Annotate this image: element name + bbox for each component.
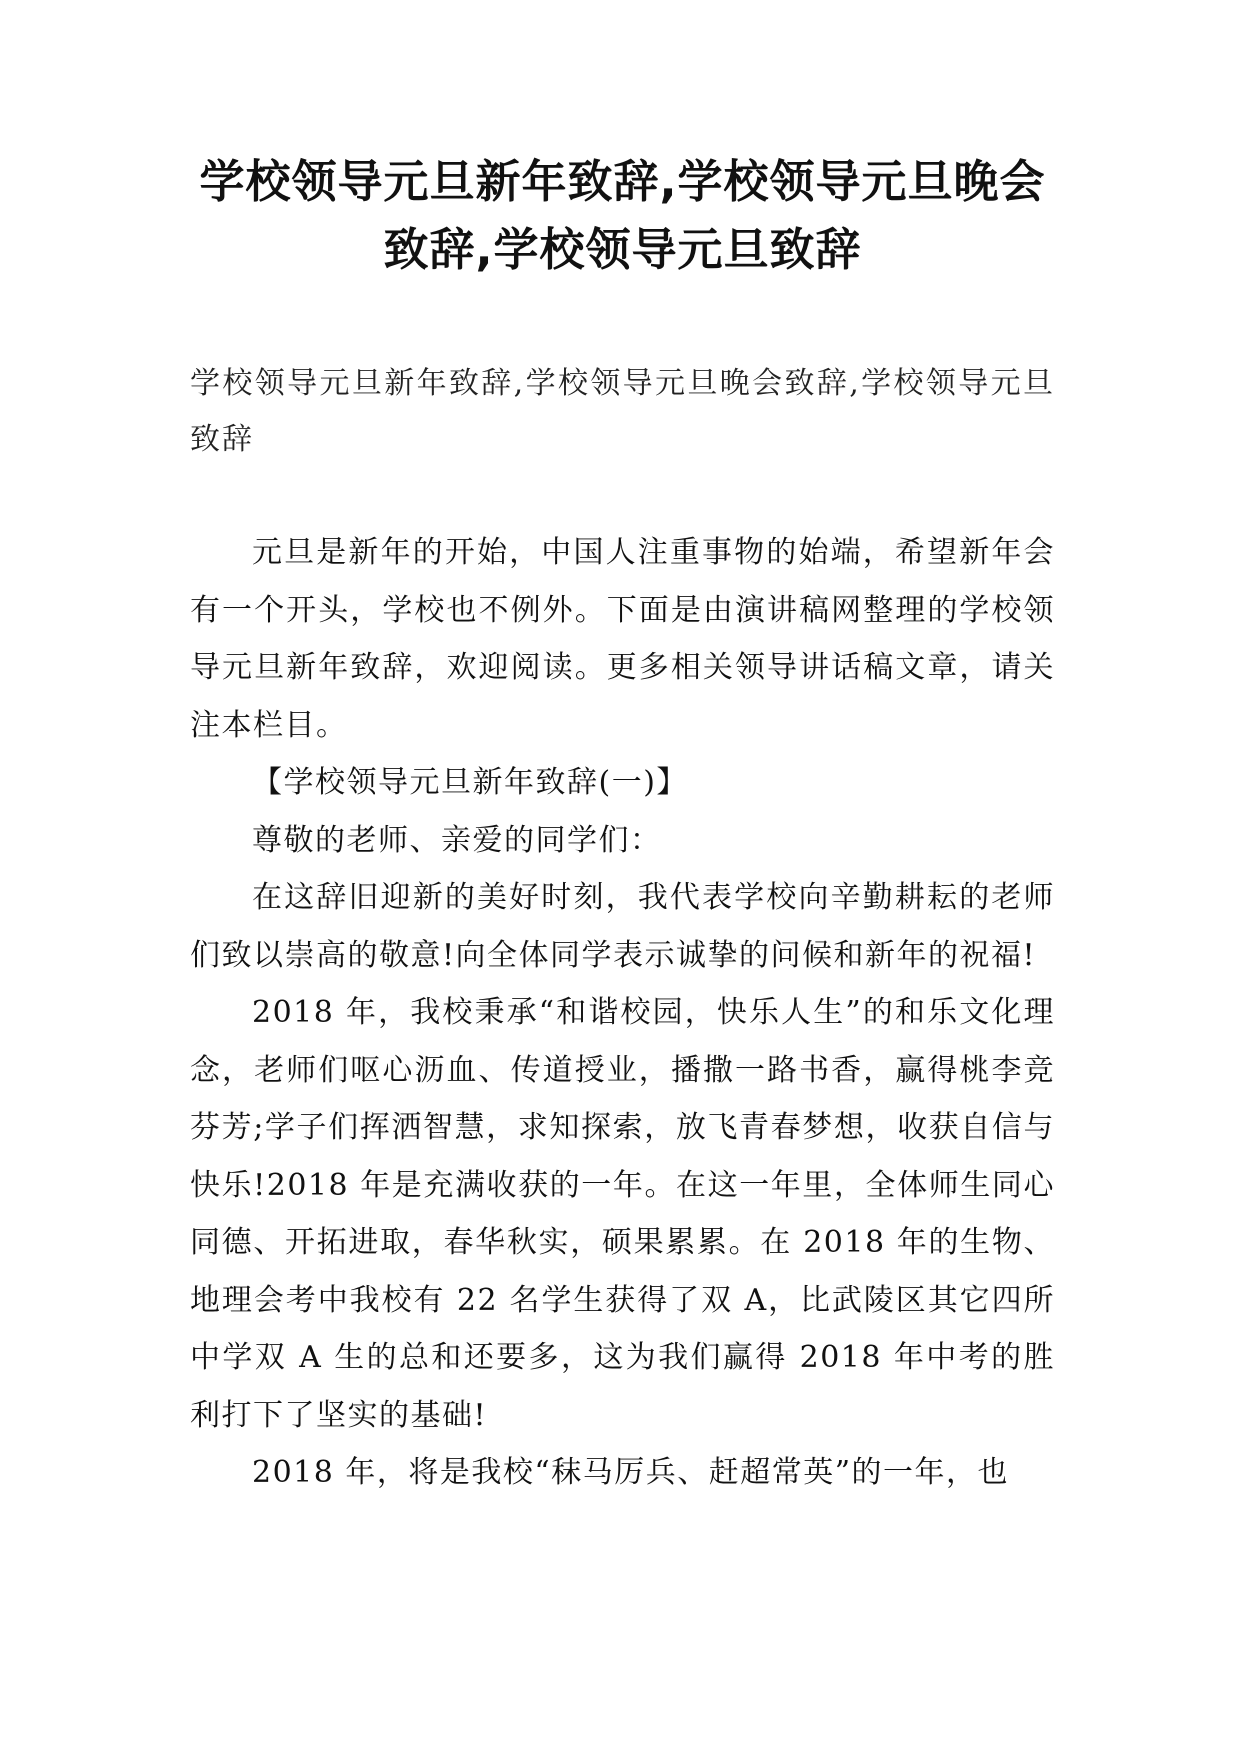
- document-subtitle: 学校领导元旦新年致辞,学校领导元旦晚会致辞,学校领导元旦致辞: [190, 366, 1055, 457]
- section-heading: 【学校领导元旦新年致辞(一)】: [252, 765, 688, 800]
- document-body: [190, 524, 1055, 1502]
- paragraph-intro: 元旦是新年的开始，中国人注重事物的始端，希望新年会有一个开头，学校也不例外。下面是由演讲稿网整理的学校领导元旦新年致辞，欢迎阅读。更多相关领导讲话稿文章，请关注本栏目。: [190, 535, 1055, 743]
- paragraph-salutation: 尊敬的老师、亲爱的同学们：: [252, 822, 662, 858]
- paragraph-review: 2018 年，我校秉承“和谐校园，快乐人生”的和乐文化理念，老师们呕心沥血、传道授业，播撒一路书香，赢得桃李竞芬芳;学子们挥洒智慧，求知探索，放飞青春梦想，收获自信与快乐!2018 年是充满收获的一年。在这一年里，全体师生同心同德、开拓进取，春华秋实，硕果累累。在 2018 年的生物、地理会考中我校有 22 名学生获得了双 A，比武陵区其它四所中学双 A 生的总和还要多，这为我们赢得 2018 年中考的胜利打下了坚实的基础!: [190, 995, 1055, 1433]
- document-title: 学校领导元旦新年致辞,学校领导元旦晚会致辞,学校领导元旦致辞: [199, 155, 1046, 276]
- paragraph-greeting: 在这辞旧迎新的美好时刻，我代表学校向辛勤耕耘的老师们致以崇高的敬意!向全体同学表示诚挚的问候和新年的祝福!: [190, 880, 1055, 973]
- paragraph-outlook: 2018 年，将是我校“秣马厉兵、赶超常英”的一年，也: [252, 1455, 1010, 1490]
